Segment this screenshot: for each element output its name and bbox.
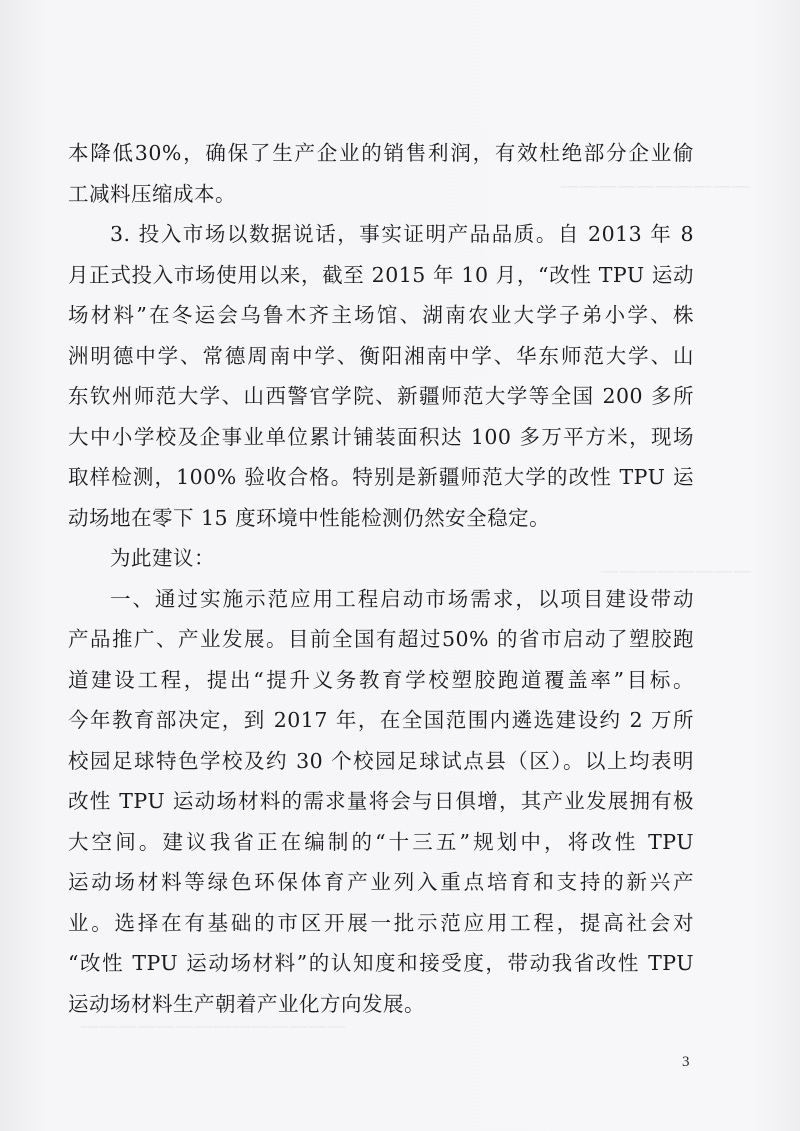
- paragraph-2-line: 取样检测，100% 验收合格。特别是新疆师范大学的改性 TPU 运: [68, 465, 694, 489]
- paragraph-3-line: 今年教育部决定，到 2017 年，在全国范围内遴选建设约 2 万所: [68, 708, 694, 732]
- bleed-through-mark: ————————: [600, 560, 752, 582]
- paragraph-2-line: 场材料”在冬运会乌鲁木齐主场馆、湖南农业大学子弟小学、株: [68, 303, 694, 327]
- paragraph-3-line: 产品推广、产业发展。目前全国有超过50% 的省市启动了塑胶跑: [68, 627, 694, 651]
- paragraph-1-line: 本降低30%，确保了生产企业的销售利润，有效杜绝部分企业偷: [68, 141, 694, 165]
- paragraph-2-line: 月正式投入市场使用以来，截至 2015 年 10 月，“改性 TPU 运动: [68, 262, 694, 287]
- paragraph-3-line: 道建设工程，提出“提升义务教育学校塑胶跑道覆盖率”目标。: [68, 667, 694, 692]
- paragraph-3-line: 改性 TPU 运动场材料的需求量将会与日俱增，其产业发展拥有极: [68, 789, 694, 813]
- paragraph-2-line: 东钦州师范大学、山西警官学院、新疆师范大学等全国 200 多所: [68, 384, 694, 408]
- paragraph-3-line: 运动场材料生产朝着产业化方向发展。: [68, 991, 425, 1016]
- paragraph-3-line: “改性 TPU 运动场材料”的认知度和接受度，带动我省改性 TPU: [68, 951, 694, 975]
- bleed-through-mark: ——————————————: [80, 1015, 346, 1037]
- paragraph-3-line: 校园足球特色学校及约 30 个校园足球试点县（区）。以上均表明: [68, 748, 694, 773]
- paragraph-3-line: 一、通过实施示范应用工程启动市场需求，以项目建设带动: [110, 586, 694, 611]
- paragraph-2-line: 洲明德中学、常德周南中学、衡阳湘南中学、华东师范大学、山: [68, 343, 694, 368]
- paragraph-2-line: 3. 投入市场以数据说话，事实证明产品品质。自 2013 年 8: [110, 222, 694, 246]
- paragraph-2-line: 大中小学校及企事业单位累计铺装面积达 100 多万平方米，现场: [68, 424, 694, 449]
- paragraph-3-line: 大空间。建议我省正在编制的“十三五”规划中，将改性 TPU: [68, 829, 694, 854]
- section-heading: 为此建议：: [110, 546, 215, 570]
- paragraph-1-line: 工减料压缩成本。: [68, 181, 236, 206]
- paragraph-3-line: 业。选择在有基础的市区开展一批示范应用工程，提高社会对: [68, 910, 694, 935]
- document-body: [68, 133, 694, 1024]
- paragraph-2-line: 动场地在零下 15 度环境中性能检测仍然安全稳定。: [68, 505, 551, 530]
- bleed-through-mark: ——————————: [560, 175, 750, 197]
- page-number: 3: [682, 1054, 690, 1070]
- paragraph-3-line: 运动场材料等绿色环保体育产业列入重点培育和支持的新兴产: [68, 870, 694, 894]
